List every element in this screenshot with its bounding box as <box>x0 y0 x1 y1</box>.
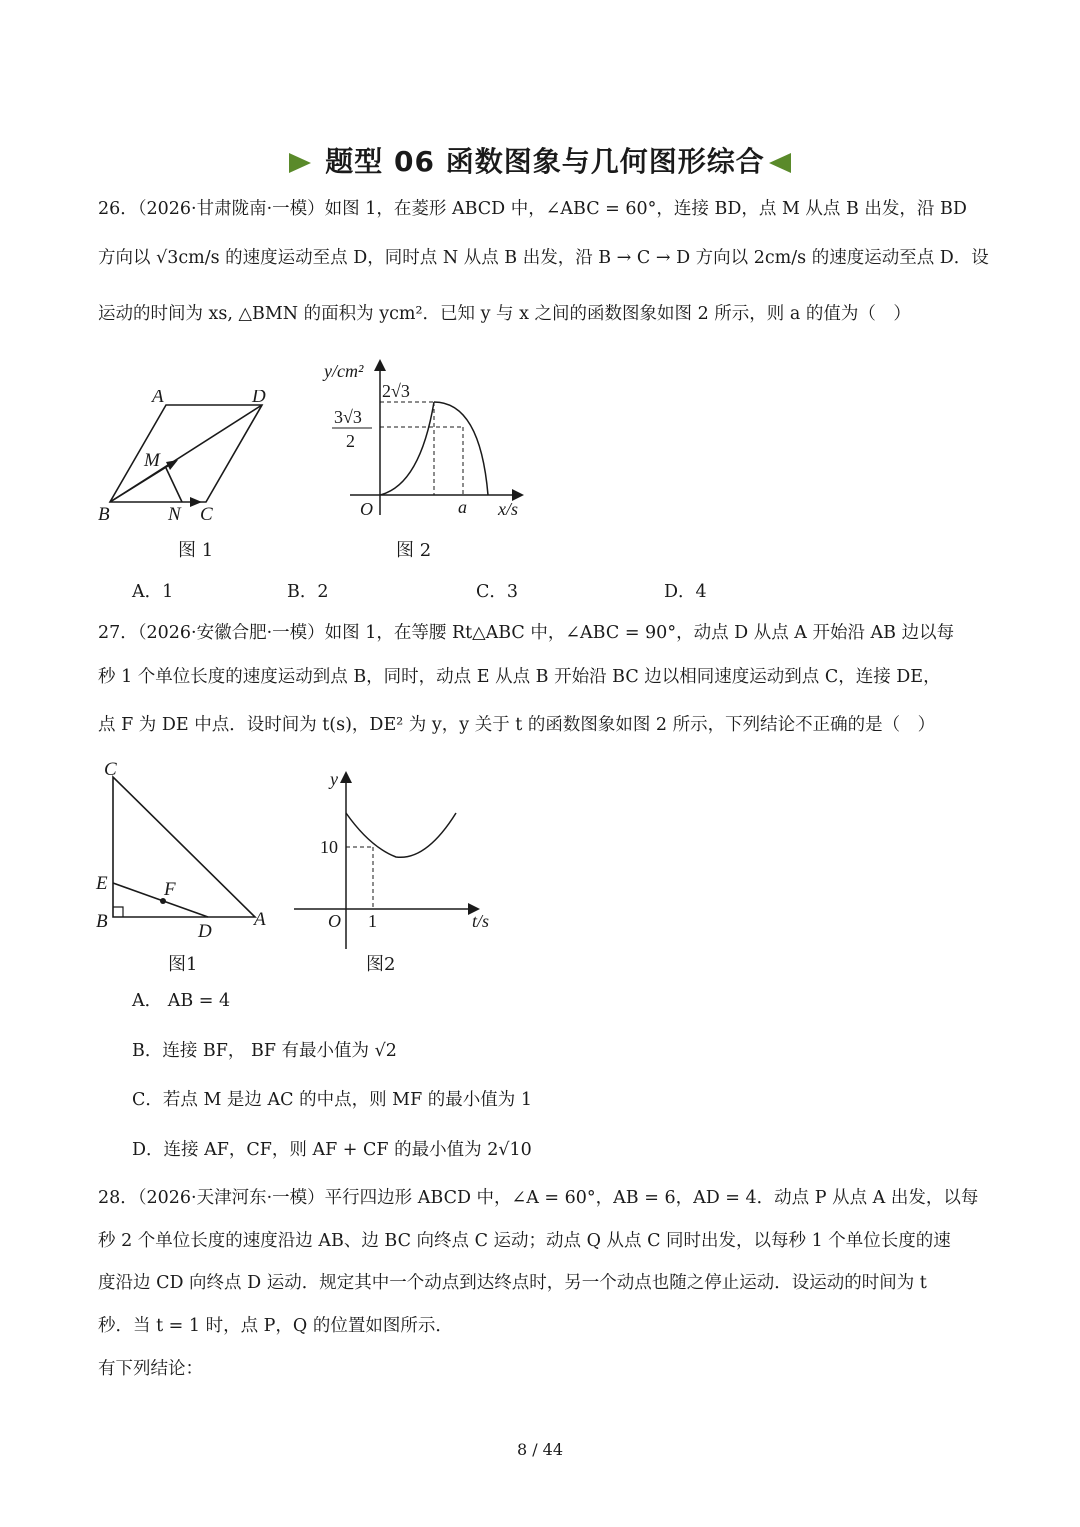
q28-line-2: 秒 2 个单位长度的速度沿边 AB、边 BC 向终点 C 运动；动点 Q 从点 C 同时出发，以每秒 1 个单位长度的速 <box>98 1231 951 1251</box>
origin-label: O <box>328 911 341 931</box>
x-axis-label: x/s <box>498 499 518 519</box>
origin-label: O <box>360 499 373 519</box>
q26-line-2: 方向以 √3cm/s 的速度运动至点 D，同时点 N 从点 B 出发，沿 B → C → D 方向以 2cm/s 的速度运动至点 D．设 <box>98 248 989 268</box>
label-d: D <box>252 390 266 407</box>
section-title <box>0 140 1080 180</box>
section-title-text: 题型 06 函数图象与几何图形综合 <box>325 145 765 178</box>
q26-line-3: 运动的时间为 xs, △BMN 的面积为 ycm²．已知 y 与 x 之间的函数图象如图 2 所示，则 a 的值为（ ） <box>98 304 911 324</box>
label-a: A <box>152 390 164 407</box>
y-axis-label: y <box>330 769 338 789</box>
label-e: E <box>96 873 108 894</box>
label-b: B <box>96 911 108 932</box>
y-axis-arrow-icon <box>374 359 386 371</box>
q28-line-3: 度沿边 CD 向终点 D 运动．规定其中一个动点到达终点时，另一个动点也随之停止运动．设运动的时间为 t <box>98 1273 927 1293</box>
q27-figure-1 <box>90 755 280 940</box>
label-f: F <box>164 879 176 900</box>
q26-figure-1 <box>90 390 290 530</box>
label-c: C <box>200 504 213 525</box>
q26-fig2-caption: 图 2 <box>396 540 432 561</box>
curve-falling <box>434 402 488 495</box>
label-m: M <box>144 450 160 471</box>
x-axis-label: t/s <box>472 911 490 931</box>
q27-line-1: 27．（2026·安徽合肥·一模）如图 1，在等腰 Rt△ABC 中，∠ABC = 90°，动点 D 从点 A 开始沿 AB 边以每 <box>98 623 955 643</box>
q26-option-b[interactable]: B．2 <box>287 582 329 602</box>
label-c: C <box>104 759 117 780</box>
y-mark-10: 10 <box>320 837 338 857</box>
label-n: N <box>168 504 181 525</box>
right-angle-mark <box>113 907 123 917</box>
mid-label-num: 3√3 <box>334 407 362 427</box>
x-mark-a: a <box>458 497 467 517</box>
segment-bm <box>110 461 176 502</box>
left-triangle-icon <box>769 153 791 173</box>
q27-option-a[interactable]: A． AB = 4 <box>132 991 231 1011</box>
x-mark-1: 1 <box>368 911 377 931</box>
q26-line-1: 26．（2026·甘肃陇南·一模）如图 1，在菱形 ABCD 中，∠ABC = 60°，连接 BD，点 M 从点 B 出发，沿 BD <box>98 199 967 219</box>
q27-fig2-caption: 图2 <box>366 954 396 975</box>
q27-line-3: 点 F 为 DE 中点．设时间为 t(s)，DE² 为 y，y 关于 t 的函数图象如图 2 所示，下列结论不正确的是（ ） <box>98 715 936 735</box>
q28-line-4: 秒．当 t = 1 时，点 P，Q 的位置如图所示． <box>98 1316 453 1336</box>
arrow-m-icon <box>166 460 178 470</box>
q27-option-d[interactable]: D．连接 AF，CF，则 AF + CF 的最小值为 2√10 <box>132 1140 532 1160</box>
q28-line-5: 有下列结论： <box>98 1359 203 1379</box>
curve <box>346 813 456 857</box>
q28-line-1: 28．（2026·天津河东·一模）平行四边形 ABCD 中，∠A = 60°，AB = 6，AD = 4．动点 P 从点 A 出发，以每 <box>98 1188 979 1208</box>
q27-line-2: 秒 1 个单位长度的速度运动到点 B，同时，动点 E 从点 B 开始沿 BC 边以相同速度运动到点 C，连接 DE， <box>98 667 941 687</box>
mid-label-den: 2 <box>346 431 355 451</box>
segment-mn <box>166 468 182 502</box>
q26-option-d[interactable]: D．4 <box>664 582 707 602</box>
q27-figure-2 <box>290 765 510 955</box>
q26-option-a[interactable]: A．1 <box>132 582 174 602</box>
q27-option-b[interactable]: B．连接 BF， BF 有最小值为 √2 <box>132 1041 397 1061</box>
curve-rising <box>380 402 434 495</box>
label-b: B <box>98 504 110 525</box>
label-a: A <box>254 909 266 930</box>
page-number: 8 / 44 <box>516 1440 564 1459</box>
q26-fig1-caption: 图 1 <box>178 540 214 561</box>
q27-option-c[interactable]: C．若点 M 是边 AC 的中点，则 MF 的最小值为 1 <box>132 1090 532 1110</box>
q26-figure-2 <box>320 355 540 525</box>
label-d: D <box>198 921 212 940</box>
y-axis-arrow-icon <box>340 771 352 783</box>
triangle-outline <box>113 777 255 917</box>
q26-option-c[interactable]: C．3 <box>476 582 519 602</box>
right-triangle-icon <box>289 153 311 173</box>
y-axis-label: y/cm² <box>324 361 364 381</box>
peak-label: 2√3 <box>382 381 410 401</box>
q27-fig1-caption: 图1 <box>168 954 198 975</box>
